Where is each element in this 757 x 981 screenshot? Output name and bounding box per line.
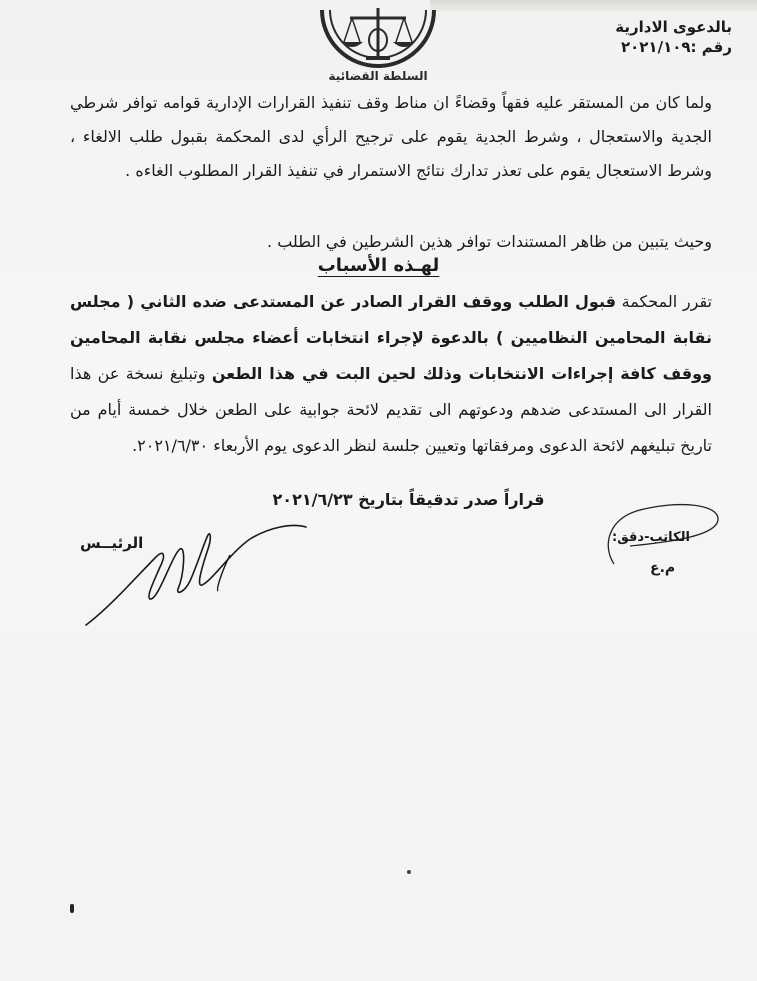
scales-of-justice-icon	[308, 0, 448, 96]
seal-label: السلطة القضائية	[328, 69, 428, 83]
decision-paragraph	[70, 284, 712, 464]
president-label: الرئيــس	[80, 534, 144, 552]
decision-intro: تقرر المحكمة	[615, 292, 712, 311]
clerk-initials: م.ع	[650, 560, 676, 576]
decision-rest: وتبليغ نسخة عن هذا القرار الى المستدعى ضدهم ودعوتهم الى تقديم لائحة جوابية على الطعن خلال خمسة أيام من تاريخ تبليغهم لائحة الدعوى ومرفقاتها وتعيين جلسة لنظر الدعوى يوم الأربعاء ٢٠٢١/٦/٣٠.	[70, 364, 712, 455]
case-number: رقم :٢٠٢١/١٠٩	[620, 38, 732, 56]
court-line: بالدعوى الادارية	[615, 18, 732, 36]
margin-mark	[70, 904, 74, 913]
paragraph-conditions-met: وحيث يتبين من ظاهر المستندات توافر هذين الشرطين في الطلب .	[267, 232, 712, 251]
reasons-heading	[0, 255, 757, 276]
ink-speck	[407, 870, 411, 874]
paragraph-urgency-conditions: ولما كان من المستقر عليه فقهاً وقضاءً ان مناط وقف تنفيذ القرارات الإدارية قوامه توافر شرطي الجدية والاستعجال ، وشرط الجدية يقوم على ترجيح الرأي لدى المحكمة بقبول طلب الالغاء ، وشرط الاستعجال يقوم على تعذر تدارك نتائج الاستمرار في تنفيذ القرار المطلوب الغاءه .	[70, 93, 712, 180]
decision-bold-text: قبول الطلب ووقف القرار الصادر عن المستدعى ضده الثاني ( مجلس نقابة المحامين النظاميين ) بالدعوة لإجراء انتخابات أعضاء مجلس نقابة المحامين ووقف كافة إجراءات الانتخابات وذلك لحين البت في هذا الطعن	[70, 292, 712, 383]
paper-edge-shadow	[430, 0, 757, 12]
president-signature	[80, 515, 310, 630]
decision-date-line: قراراً صدر تدقيقاً بتاريخ ٢٠٢١/٦/٢٣	[272, 490, 545, 509]
reasons-heading-text: لهـذه الأسباب	[317, 255, 440, 276]
clerk-label: الكاتب-دقق:	[612, 530, 690, 545]
